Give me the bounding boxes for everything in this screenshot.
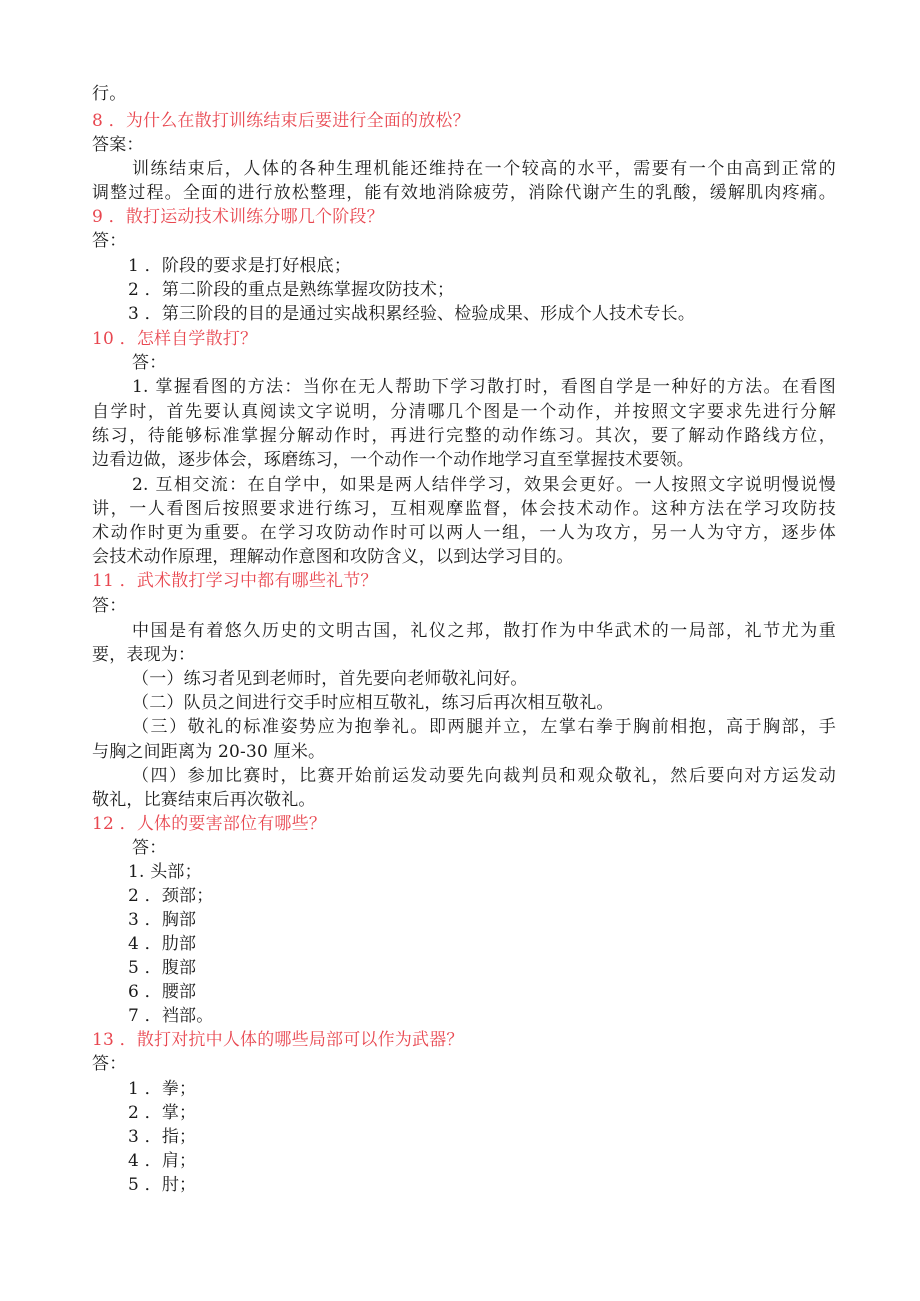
text-line: 答： — [92, 596, 127, 616]
question-heading: 13 ．散打对抗中人体的哪些局部可以作为武器？ — [92, 1030, 464, 1050]
text-line: （三）敬礼的标准姿势应为抱拳礼。即两腿并立，左掌右拳于胸前相抱，高于胸部，手 — [132, 717, 836, 737]
text-line: 与胸之间距离为 20-30 厘米。 — [92, 742, 326, 762]
text-line: 2 ．颈部； — [128, 886, 214, 906]
question-heading: 11 ．武术散打学习中都有哪些礼节？ — [92, 571, 378, 591]
text-line: 术动作时更为重要。在学习攻防动作时可以两人一组，一人为攻方，另一人为守方，逐步体 — [92, 523, 836, 543]
text-line: 答： — [132, 838, 167, 858]
text-line: 2 ．掌； — [128, 1103, 197, 1123]
text-line: 讲，一人看图后按照要求进行练习，互相观摩监督，体会技术动作。这种方法在学习攻防技 — [92, 499, 836, 519]
text-line: 要，表现为： — [92, 645, 196, 665]
text-line: 自学时，首先要认真阅读文字说明，分清哪几个图是一个动作，并按照文字要求先进行分解 — [92, 402, 836, 422]
text-line: 答： — [92, 231, 127, 251]
text-line: 答案： — [92, 135, 144, 155]
text-line: 训练结束后，人体的各种生理机能还维持在一个较高的水平，需要有一个由高到正常的 — [132, 159, 836, 179]
question-heading: 9 ．散打运动技术训练分哪几个阶段？ — [92, 207, 384, 227]
text-line: 调整过程。全面的进行放松整理，能有效地消除疲劳，消除代谢产生的乳酸，缓解肌肉疼痛。 — [92, 183, 836, 203]
text-line: 敬礼，比赛结束后再次敬礼。 — [92, 790, 316, 810]
text-line: 5 ．肘； — [128, 1175, 197, 1195]
text-line: 1. 掌握看图的方法：当你在无人帮助下学习散打时，看图自学是一种好的方法。在看图 — [132, 377, 836, 397]
text-line: 1. 头部； — [128, 862, 202, 882]
text-line: 4 ．肋部 — [128, 934, 197, 954]
text-line: 2. 互相交流：在自学中，如果是两人结伴学习，效果会更好。一人按照文字说明慢说慢 — [132, 475, 836, 495]
text-line: （四）参加比赛时，比赛开始前运发动要先向裁判员和观众敬礼，然后要向对方运发动 — [132, 766, 836, 786]
question-heading: 10 ．怎样自学散打？ — [92, 329, 258, 349]
text-line: 答： — [132, 353, 167, 373]
text-line: 2 ．第二阶段的重点是熟练掌握攻防技术； — [128, 280, 455, 300]
text-line: 1 ．阶段的要求是打好根底； — [128, 256, 352, 276]
text-line: 会技术动作原理，理解动作意图和攻防含义，以到达学习目的。 — [92, 547, 574, 567]
text-line: 练习，待能够标准掌握分解动作时，再进行完整的动作练习。其次，要了解动作路线方位， — [92, 426, 836, 446]
text-line: 中国是有着悠久历史的文明古国，礼仪之邦，散打作为中华武术的一局部，礼节尤为重 — [132, 621, 836, 641]
question-heading: 12 ．人体的要害部位有哪些？ — [92, 814, 327, 834]
text-line: 行。 — [92, 84, 127, 104]
text-line: 3 ．胸部 — [128, 910, 197, 930]
text-line: 4 ．肩； — [128, 1151, 197, 1171]
text-line: 7 ．裆部。 — [128, 1006, 214, 1026]
question-heading: 8 ．为什么在散打训练结束后要进行全面的放松？ — [92, 111, 470, 131]
text-line: 5 ．腹部 — [128, 958, 197, 978]
text-line: 边看边做，逐步体会，琢磨练习，一个动作一个动作地学习直至掌握技术要领。 — [92, 450, 694, 470]
text-line: 答： — [92, 1054, 127, 1074]
text-line: 3 ．第三阶段的目的是通过实战积累经验、检验成果、形成个人技术专长。 — [128, 304, 696, 324]
text-line: 1 ．拳； — [128, 1079, 197, 1099]
text-line: （一）练习者见到老师时，首先要向老师敬礼问好。 — [132, 669, 528, 689]
text-line: 3 ．指； — [128, 1127, 197, 1147]
text-line: 6 ．腰部 — [128, 982, 197, 1002]
text-line: （二）队员之间进行交手时应相互敬礼，练习后再次相互敬礼。 — [132, 693, 614, 713]
